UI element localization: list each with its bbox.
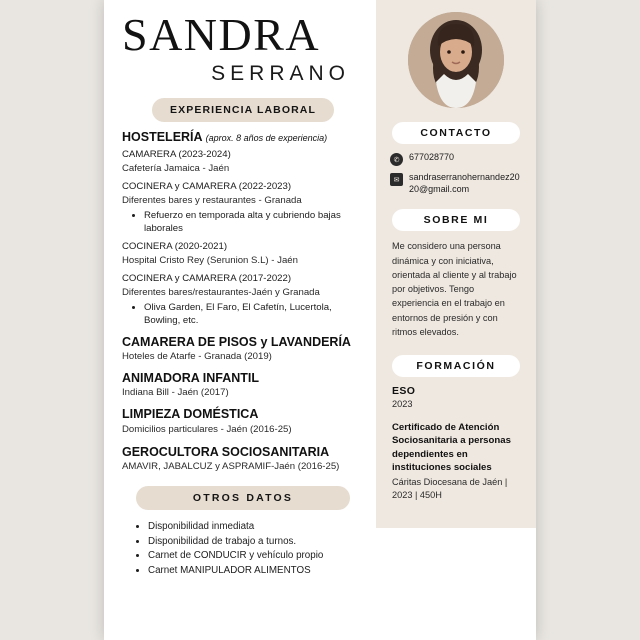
- job-bullet: • Refuerzo en temporada alta y cubriendo bajas laborales: [144, 210, 364, 236]
- sobre-mi-text: Me considero una persona dinámica y con iniciativa, orientada al cliente y al trabajo por objetivos. Tengo experiencia en el trabajo en entornos de presión y con ritmos elevados.: [392, 241, 517, 337]
- section-header-sobre-mi: SOBRE MI: [392, 209, 520, 231]
- list-item: • Disponibilidad de trabajo a turnos.: [148, 535, 364, 550]
- job-sub: Domicilios particulares - Jaén (2016-25): [122, 423, 292, 435]
- experience-item: [122, 445, 364, 474]
- section-header-otros-datos: OTROS DATOS: [136, 486, 350, 510]
- cv-sidebar: [376, 0, 536, 640]
- phone-icon: ✆: [390, 153, 403, 166]
- job-head: COCINERA y CAMARERA (2022-2023): [122, 181, 292, 193]
- job-sub: Diferentes bares/restaurantes-Jaén y Granada: [122, 286, 320, 298]
- formacion-title: Certificado de Atención Sociosanitaria a personas dependientes en instituciones sociales: [392, 422, 511, 474]
- job-title: CAMARERA DE PISOS y LAVANDERÍA: [122, 334, 351, 349]
- mail-icon: ✉: [390, 173, 403, 186]
- job-sub: AMAVIR, JABALCUZ y ASPRAMIF-Jaén (2016-25): [122, 460, 340, 472]
- formacion-sub: Cáritas Diocesana de Jaén | 2023 | 450H: [392, 476, 508, 500]
- portrait-illustration: [408, 12, 504, 108]
- job-title: [122, 130, 364, 144]
- job-sub: Diferentes bares y restaurantes - Granada: [122, 195, 302, 207]
- cv-main-column: [104, 0, 376, 640]
- email-value: sandraserranohernandez2020@gmail.com: [409, 172, 520, 194]
- job-bullets: [122, 302, 364, 328]
- job-title: LIMPIEZA DOMÉSTICA: [122, 407, 259, 422]
- section-header-experiencia: EXPERIENCIA LABORAL: [152, 98, 334, 122]
- job-sub: Cafetería Jamaica - Jaén: [122, 163, 230, 175]
- list-item: • Disponibilidad inmediata: [148, 520, 364, 535]
- list-item: • Carnet de CONDUCIR y vehículo propio: [148, 549, 364, 564]
- job-sub: Hoteles de Atarfe - Granada (2019): [122, 351, 272, 362]
- job-title-note: (aprox. 8 años de experiencia): [205, 133, 328, 143]
- experience-item: [122, 335, 364, 364]
- formacion-sub: 2023: [392, 399, 413, 410]
- formacion-item: [376, 421, 536, 501]
- job-title-text: HOSTELERÍA: [122, 130, 203, 144]
- formacion-title: ESO: [392, 385, 416, 398]
- cv-document: [104, 0, 536, 640]
- avatar: [408, 12, 504, 108]
- first-name: SANDRA: [122, 9, 321, 60]
- contact-email-row[interactable]: [390, 172, 522, 195]
- job-bullets: [122, 210, 364, 236]
- experience-item: [122, 241, 364, 268]
- job-bullet: • Oliva Garden, El Faro, El Cafetín, Lucertola, Bowling, etc.: [144, 302, 364, 328]
- section-header-contacto: CONTACTO: [392, 122, 520, 144]
- experience-item: [122, 130, 364, 176]
- job-sub: Indiana Bill - Jaén (2017): [122, 387, 229, 399]
- list-item: • Carnet MANIPULADOR ALIMENTOS: [148, 564, 364, 579]
- job-title: ANIMADORA INFANTIL: [122, 370, 260, 385]
- phone-value: 677028770: [409, 152, 455, 162]
- job-head: CAMARERA (2023-2024): [122, 149, 231, 161]
- formacion-item: [376, 385, 536, 411]
- job-head: COCINERA (2020-2021): [122, 241, 228, 252]
- job-head: COCINERA y CAMARERA (2017-2022): [122, 272, 292, 284]
- experience-item: [122, 181, 364, 236]
- section-header-formacion: FORMACIÓN: [392, 355, 520, 377]
- job-title: GEROCULTORA SOCIOSANITARIA: [122, 444, 330, 459]
- last-name: SERRANO: [211, 62, 350, 85]
- experience-item: [122, 273, 364, 328]
- otros-datos-list: [122, 520, 364, 579]
- experience-item: [122, 407, 364, 436]
- sidebar-footer-block: [376, 528, 536, 640]
- job-sub: Hospital Cristo Rey (Serunion S.L) - Jaén: [122, 254, 298, 266]
- contact-phone-row[interactable]: [390, 152, 522, 166]
- experience-item: [122, 371, 364, 400]
